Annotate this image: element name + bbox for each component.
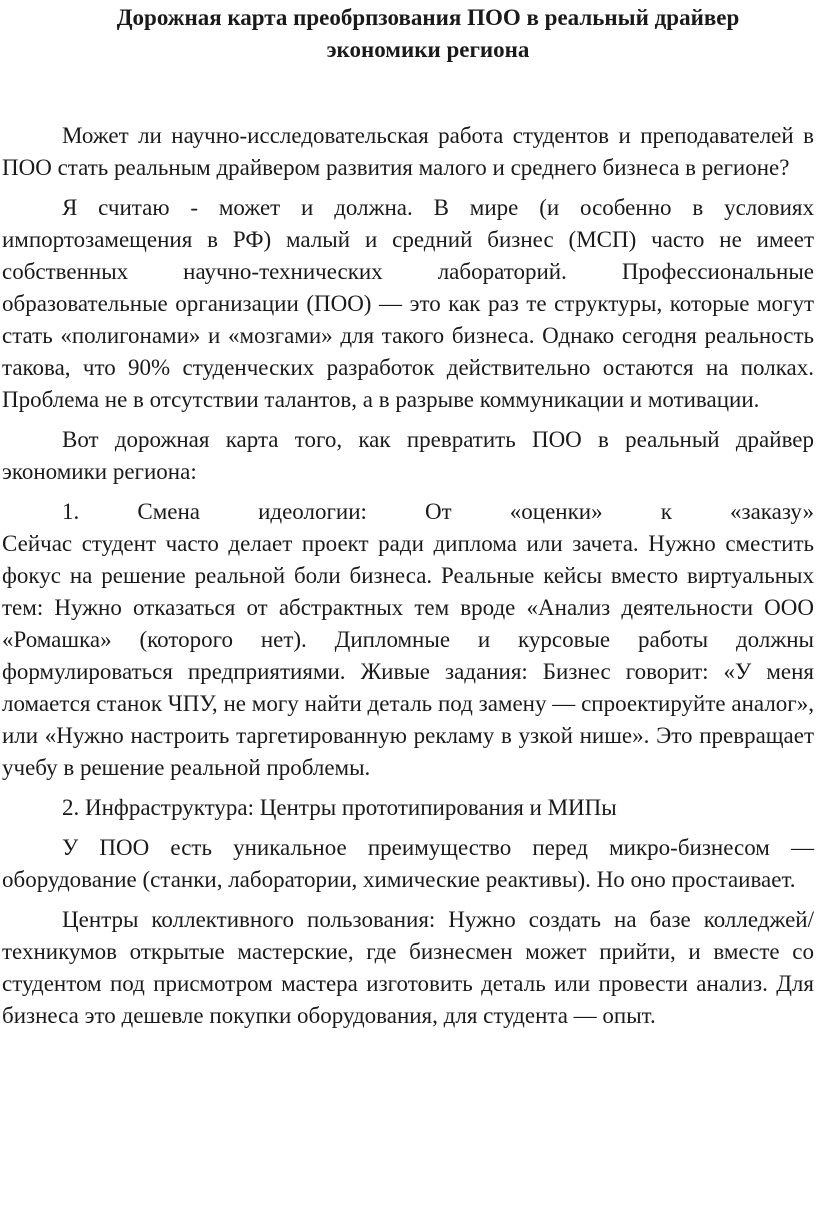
title-line-1: Дорожная карта преобрпзования ПОО в реальный драйвер: [116, 5, 740, 30]
paragraph-roadmap-intro: Вот дорожная карта того, как превратить ПОО в реальный драйвер экономики региона:: [2, 427, 814, 484]
title-line-2: экономики региона: [326, 37, 530, 62]
paragraph-item-2-heading: 2. Инфраструктура: Центры прототипирования и МИПы: [62, 795, 617, 820]
paragraph-item-2-body: У ПОО есть уникальное преимущество перед микро-бизнесом — оборудование (станки, лаборатории, химические реактивы). Но оно простаивает.: [2, 835, 814, 892]
paragraph-shared-centers: Центры коллективного пользования: Нужно создать на базе колледжей/техникумов открытые мастерские, где бизнесмен может прийти, и вместе со студентом под присмотром мастера изготовить деталь или провести анализ. Для бизнеса это дешевле покупки оборудования, для студента — опыт.: [2, 907, 814, 1028]
paragraph-item-1-body: Сейчас студент часто делает проект ради диплома или зачета. Нужно сместить фокус на решение реальной боли бизнеса. Реальные кейсы вместо виртуальных тем: Нужно отказаться от абстрактных тем вроде «Анализ деятельности ООО «Ромашка» (которого нет). Дипломные и курсовые работы должны формулироваться предприятиями. Живые задания: Бизнес говорит: «У меня ломается станок ЧПУ, не могу найти деталь под замену — спроектируйте аналог», или «Нужно настроить таргетированную рекламу в узкой нише». Это превращает учебу в решение реальной проблемы.: [2, 531, 814, 780]
document-body: [2, 120, 814, 1032]
paragraph-opinion: Я считаю - может и должна. В мире (и особенно в условиях импортозамещения в РФ) малый и средний бизнес (МСП) часто не имеет собственных научно-технических лабораторий. Профессиональные образовательные организации (ПОО) — это как раз те структуры, которые могут стать «полигонами» и «мозгами» для такого бизнеса. Однако сегодня реальность такова, что 90% студенческих разработок действительно остаются на полках. Проблема не в отсутствии талантов, а в разрыве коммуникации и мотивации.: [2, 195, 814, 412]
paragraph-item-1-heading: 1. Смена идеологии: От «оценки» к «заказу»: [62, 499, 814, 524]
document-title: [2, 0, 814, 66]
paragraph-question: Может ли научно-исследовательская работа студентов и преподавателей в ПОО стать реальным драйвером развития малого и среднего бизнеса в регионе?: [2, 123, 814, 180]
